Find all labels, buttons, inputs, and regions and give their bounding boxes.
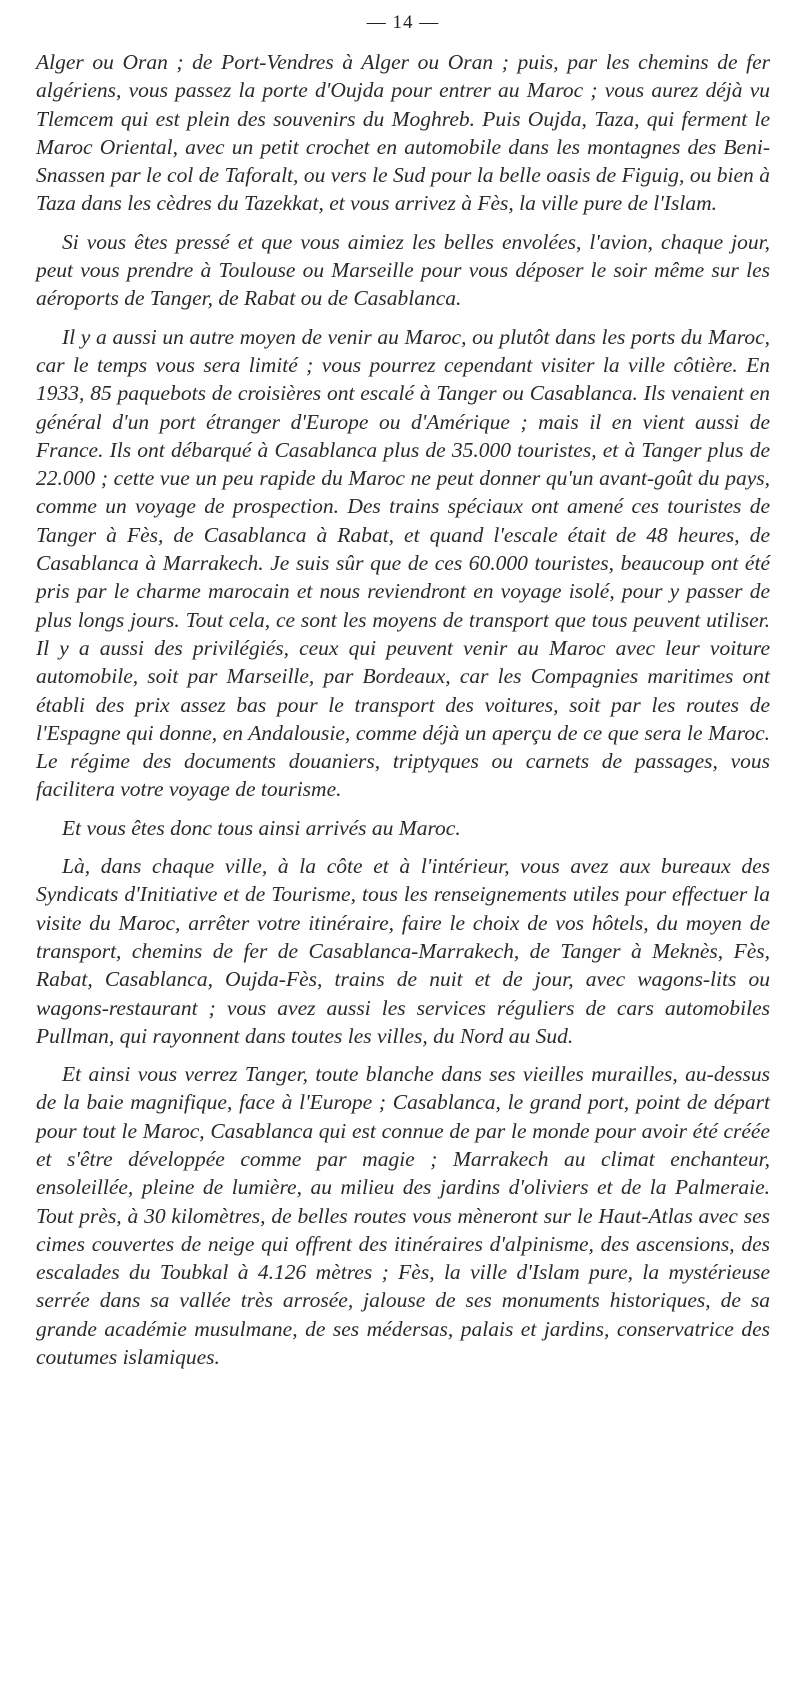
paragraph-1: Alger ou Oran ; de Port-Vendres à Alger ou Oran ; puis, par les chemins de fer algériens, vous passez la porte d'Oujda pour entrer au Maroc ; vous aurez déjà vu Tlemcem qui est plein des souvenirs du Moghreb. Puis Oujda, Taza, qui ferment le Maroc Oriental, avec un petit crochet en automobile dans les montagnes des Beni-Snassen par le col de Taforalt, ou vers le Sud pour la belle oasis de Figuig, ou bien à Taza dans les cèdres du Tazekkat, et vous arrivez à Fès, la ville pure de l'Islam. (36, 50, 770, 216)
paragraph-2: Si vous êtes pressé et que vous aimiez les belles envolées, l'avion, chaque jour, peut vous prendre à Toulouse ou Marseille pour vous déposer le soir même sur les aéroports de Tanger, de Rabat ou de Casablanca. (36, 229, 770, 311)
paragraph-3: Il y a aussi un autre moyen de venir au Maroc, ou plutôt dans les ports du Maroc, car le temps vous sera limité ; vous pourrez cependant visiter la ville côtière. En 1933, 85 paquebots de croisières ont escalé à Tanger ou Casablanca. Ils venaient en général d'un port étranger d'Europe ou d'Amérique ; mais il en vient aussi de France. Ils ont débarqué à Casablanca plus de 35.000 touristes, et à Tanger plus de 22.000 ; cette vue un peu rapide du Maroc ne peut donner qu'un avant-goût du pays, comme un voyage de prospection. Des trains spéciaux ont amené ces touristes de Tanger à Fès, de Casablanca à Rabat, et quand l'escale était de 48 heures, de Casablanca à Marrakech. Je suis sûr que de ces 60.000 touristes, beaucoup ont été pris par le charme marocain et nous reviendront en voyage isolé, pour y passer de plus longs jours. Tout cela, ce sont les moyens de transport que tous peuvent utiliser. Il y a aussi des privilégiés, ceux qui peuvent venir au Maroc avec leur voiture automobile, soit par Marseille, par Bordeaux, car les Compagnies maritimes ont établi des prix assez bas pour le transport des voitures, soit par les routes de l'Espagne qui donne, en Andalousie, comme déjà un aperçu de ce que sera le Maroc. Le régime des documents douaniers, triptyques ou carnets de passages, vous facilitera votre voyage de tourisme. (36, 324, 770, 802)
paragraph-4: Et vous êtes donc tous ainsi arrivés au Maroc. (62, 815, 461, 840)
body-text (36, 48, 770, 1371)
paragraph-6: Et ainsi vous verrez Tanger, toute blanche dans ses vieilles murailles, au-dessus de la baie magnifique, face à l'Europe ; Casablanca, le grand port, point de départ pour tout le Maroc, Casablanca qui est connue de par le monde pour avoir été créée et s'être développée comme par magie ; Marrakech au climat enchanteur, ensoleillée, pleine de lumière, au milieu des jardins d'oliviers et de la Palmeraie. Tout près, à 30 kilomètres, de belles routes vous mèneront sur le Haut-Atlas avec ses cimes couvertes de neige qui offrent des itinéraires d'alpinisme, des ascensions, des escalades du Toubkal à 4.126 mètres ; Fès, la ville d'Islam pure, la mystérieuse serrée dans sa vallée très arrosée, jalouse de ses monuments historiques, de sa grande académie musulmane, de ses médersas, palais et jardins, conservatrice des coutumes islamiques. (36, 1062, 770, 1370)
page-number: — 14 — (366, 12, 440, 33)
paragraph-5: Là, dans chaque ville, à la côte et à l'intérieur, vous avez aux bureaux des Syndicats d'Initiative et de Tourisme, tous les renseignements utiles pour effectuer la visite du Maroc, arrêter votre itinéraire, faire le choix de vos hôtels, du moyen de transport, chemins de fer de Casablanca-Marrakech, de Tanger à Meknès, Fès, Rabat, Casablanca, Oujda-Fès, trains de nuit et de jour, avec wagons-lits ou wagons-restaurant ; vous avez aussi les services réguliers de cars automobiles Pullman, qui rayonnent dans toutes les villes, du Nord au Sud. (36, 854, 770, 1048)
